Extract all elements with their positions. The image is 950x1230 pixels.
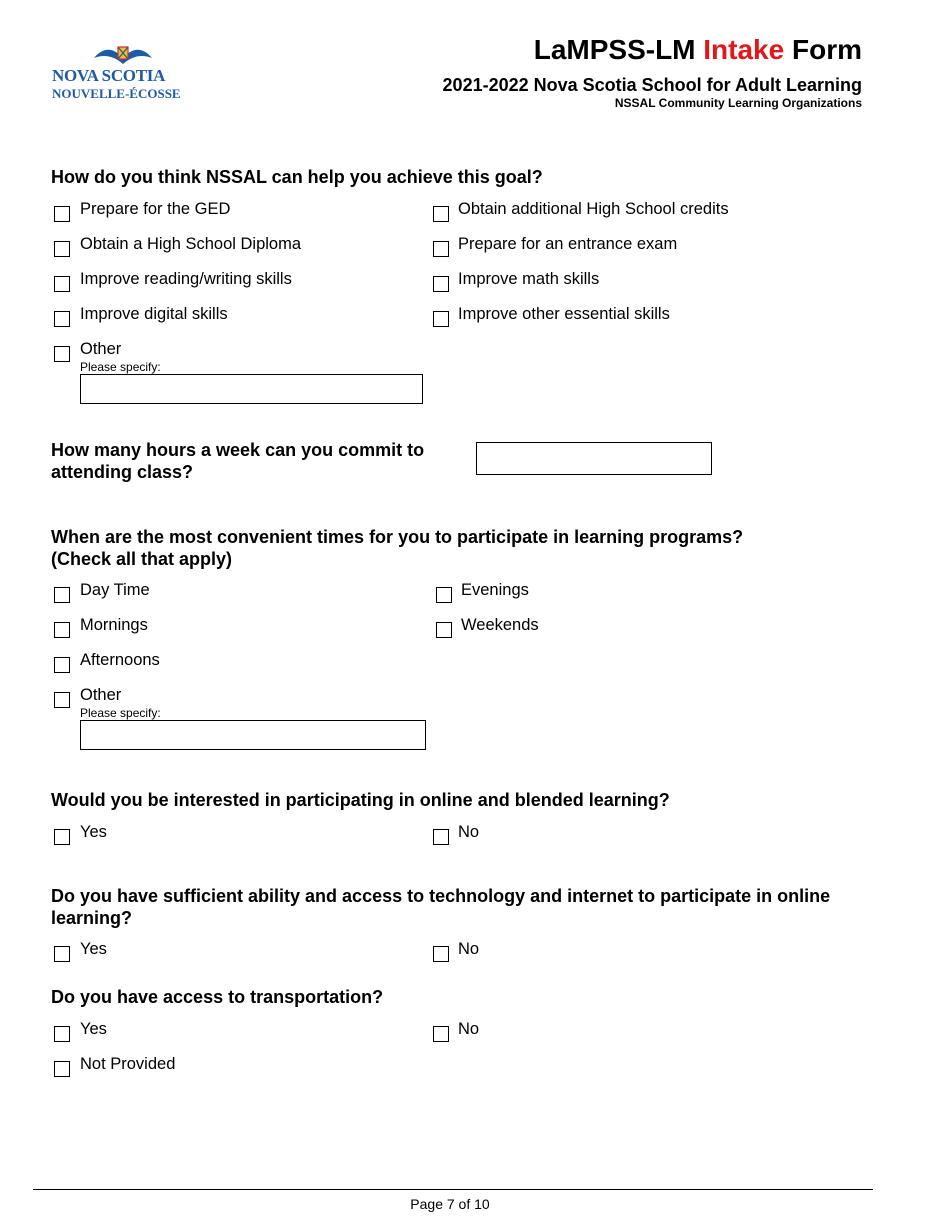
checkbox-other-times[interactable] — [54, 692, 70, 708]
specify-label-help: Please specify: — [80, 360, 161, 374]
checkbox-day-time[interactable] — [54, 587, 70, 603]
form-subtitle-2: NSSAL Community Learning Organizations — [614, 96, 862, 110]
hours-per-week-input[interactable] — [476, 442, 712, 475]
question-hours-week — [51, 439, 424, 483]
checkbox-tech-yes[interactable] — [54, 946, 70, 962]
option-reading-writing: Improve reading/writing skills — [80, 270, 292, 288]
checkbox-online-yes[interactable] — [54, 829, 70, 845]
option-tech-yes: Yes — [80, 940, 107, 958]
checkbox-math-skills[interactable] — [433, 276, 449, 292]
checkbox-essential-skills[interactable] — [433, 311, 449, 327]
option-transport-yes: Yes — [80, 1020, 107, 1038]
checkbox-afternoons[interactable] — [54, 657, 70, 673]
option-digital-skills: Improve digital skills — [80, 305, 228, 323]
checkbox-other-help[interactable] — [54, 346, 70, 362]
question-online-blended: Would you be interested in participating in online and blended learning? — [51, 790, 670, 810]
question-transportation: Do you have access to transportation? — [51, 987, 384, 1007]
form-subtitle: 2021-2022 Nova Scotia School for Adult Learning — [442, 75, 862, 95]
logo-text-line1: NOVA SCOTIA — [52, 66, 166, 85]
title-accent: Intake — [703, 34, 785, 65]
specify-input-help[interactable] — [80, 374, 423, 404]
specify-input-times[interactable] — [80, 720, 426, 750]
option-weekends: Weekends — [461, 616, 539, 634]
checkbox-digital-skills[interactable] — [54, 311, 70, 327]
title-part1: LaMPSS-LM — [533, 34, 704, 65]
question-times-line2: (Check all that apply) — [51, 549, 233, 569]
question-help-goal: How do you think NSSAL can help you achieve this goal? — [51, 167, 543, 187]
option-transport-no: No — [458, 1020, 480, 1038]
checkbox-evenings[interactable] — [436, 587, 452, 603]
title-part3: Form — [784, 34, 862, 65]
option-math-skills: Improve math skills — [458, 270, 600, 288]
option-essential-skills: Improve other essential skills — [458, 305, 670, 323]
option-other-times: Other — [80, 686, 122, 704]
option-entrance-exam: Prepare for an entrance exam — [458, 235, 678, 253]
checkbox-weekends[interactable] — [436, 622, 452, 638]
logo-text-line2: NOUVELLE-ÉCOSSE — [52, 86, 181, 101]
page-number: Page 7 of 10 — [410, 1196, 490, 1212]
option-tech-no: No — [458, 940, 480, 958]
nova-scotia-logo — [52, 44, 192, 106]
question-times-line1: When are the most convenient times for you to participate in learning programs? — [51, 527, 744, 547]
option-other-help: Other — [80, 340, 122, 358]
checkbox-additional-credits[interactable] — [433, 206, 449, 222]
checkbox-tech-no[interactable] — [433, 946, 449, 962]
question-tech-line2: learning? — [51, 908, 133, 928]
checkbox-transport-no[interactable] — [433, 1026, 449, 1042]
checkbox-mornings[interactable] — [54, 622, 70, 638]
option-hs-diploma: Obtain a High School Diploma — [80, 235, 302, 253]
option-transport-not-provided: Not Provided — [80, 1055, 176, 1073]
question-hours-line1: How many hours a week can you commit to — [51, 440, 425, 460]
specify-label-times: Please specify: — [80, 706, 161, 720]
option-online-yes: Yes — [80, 823, 107, 841]
option-day-time: Day Time — [80, 581, 150, 599]
question-convenient-times — [51, 526, 743, 570]
option-mornings: Mornings — [80, 616, 148, 634]
footer-divider — [33, 1189, 873, 1190]
checkbox-reading-writing[interactable] — [54, 276, 70, 292]
option-additional-credits: Obtain additional High School credits — [458, 200, 729, 218]
option-online-no: No — [458, 823, 480, 841]
checkbox-online-no[interactable] — [433, 829, 449, 845]
form-title — [534, 34, 862, 66]
question-hours-line2: attending class? — [51, 462, 194, 482]
checkbox-entrance-exam[interactable] — [433, 241, 449, 257]
checkbox-transport-yes[interactable] — [54, 1026, 70, 1042]
checkbox-hs-diploma[interactable] — [54, 241, 70, 257]
option-evenings: Evenings — [461, 581, 529, 599]
question-tech-line1: Do you have sufficient ability and access to technology and internet to participate in online — [51, 886, 831, 906]
checkbox-prepare-ged[interactable] — [54, 206, 70, 222]
checkbox-transport-not-provided[interactable] — [54, 1061, 70, 1077]
question-technology-access — [51, 885, 830, 929]
option-prepare-ged: Prepare for the GED — [80, 200, 231, 218]
option-afternoons: Afternoons — [80, 651, 160, 669]
